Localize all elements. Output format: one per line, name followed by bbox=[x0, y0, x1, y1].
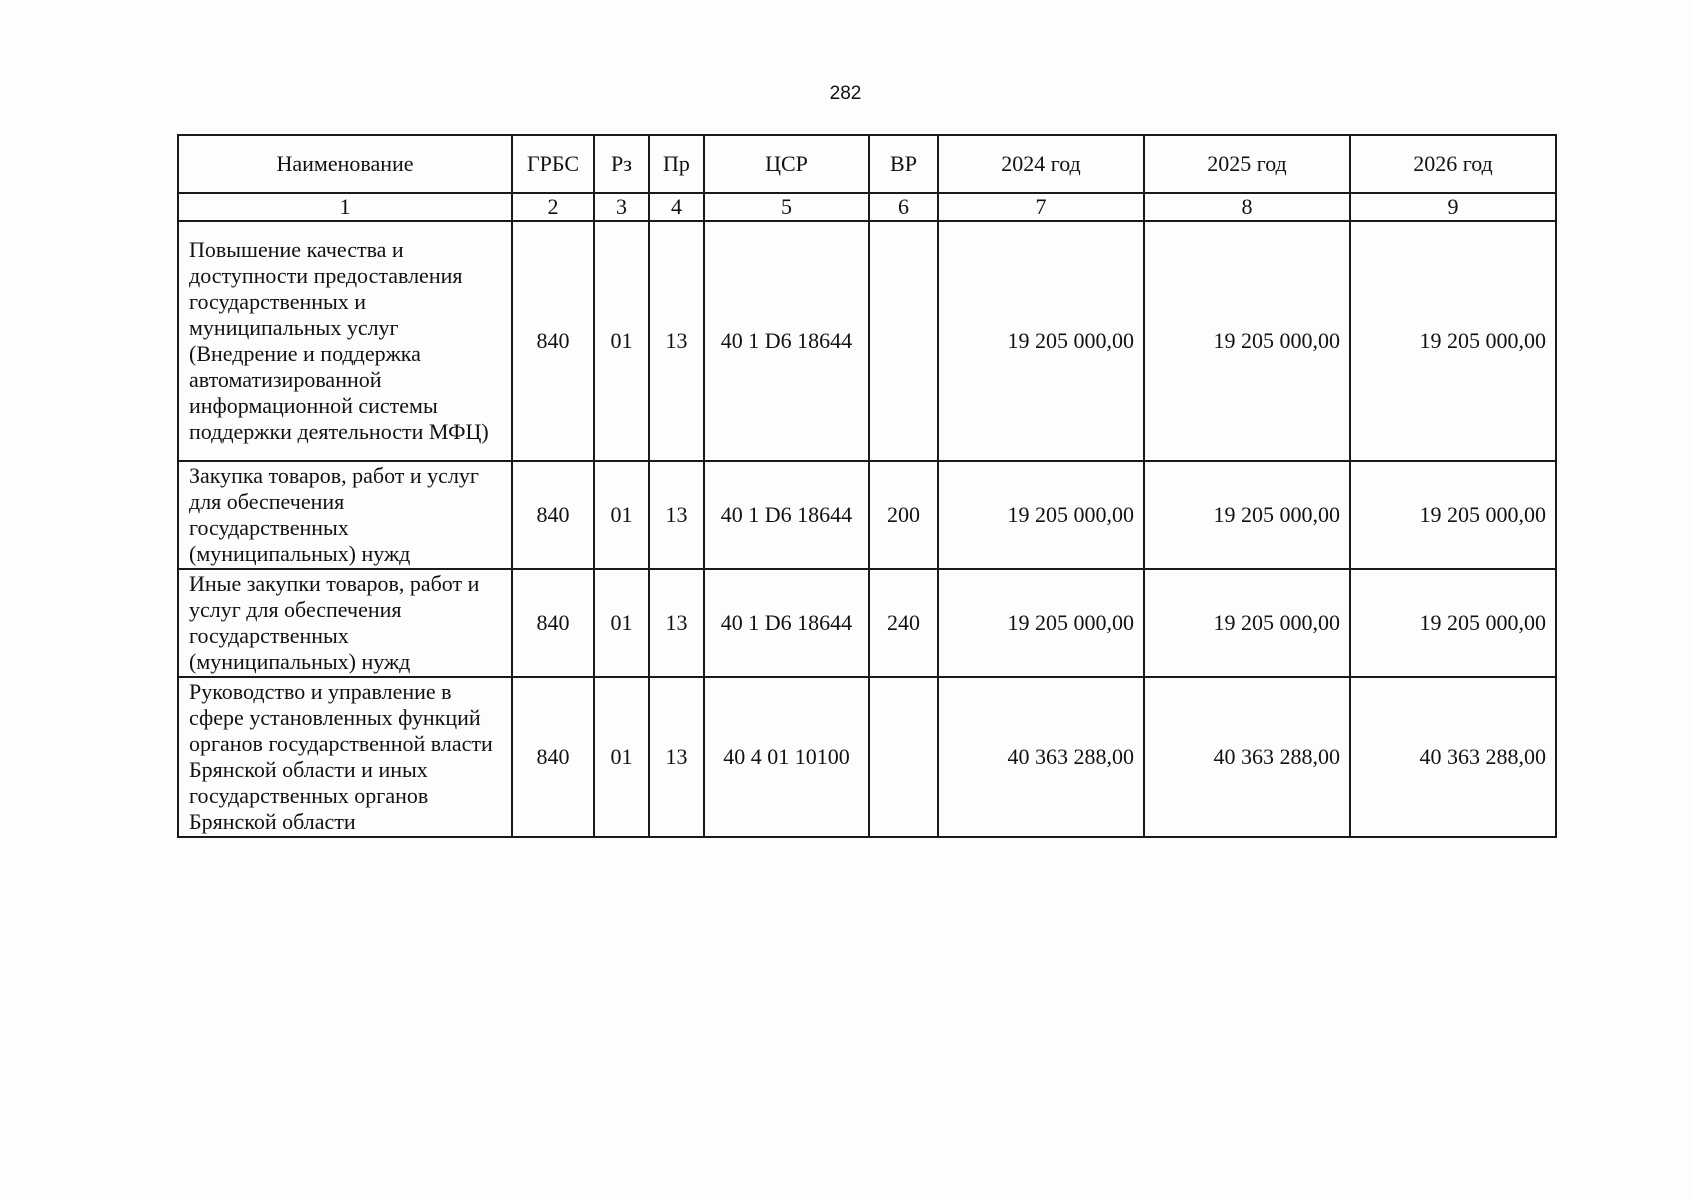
row-pr: 13 bbox=[649, 569, 704, 677]
row-vr bbox=[869, 221, 938, 461]
header-2024: 2024 год bbox=[938, 135, 1144, 193]
row-csr: 40 4 01 10100 bbox=[704, 677, 869, 837]
row-csr: 40 1 D6 18644 bbox=[704, 221, 869, 461]
row-amount-2026: 19 205 000,00 bbox=[1350, 461, 1556, 569]
row-vr: 240 bbox=[869, 569, 938, 677]
column-number-row bbox=[178, 193, 1556, 221]
header-row bbox=[178, 135, 1556, 193]
header-csr: ЦСР bbox=[704, 135, 869, 193]
header-2025: 2025 год bbox=[1144, 135, 1350, 193]
row-amount-2025: 19 205 000,00 bbox=[1144, 569, 1350, 677]
column-number: 1 bbox=[178, 193, 512, 221]
row-rz: 01 bbox=[594, 677, 649, 837]
header-2026: 2026 год bbox=[1350, 135, 1556, 193]
column-number: 2 bbox=[512, 193, 594, 221]
column-number: 6 bbox=[869, 193, 938, 221]
row-name: Закупка товаров, работ и услуг для обеспечения государственных (муниципальных) нужд bbox=[178, 461, 512, 569]
column-number: 7 bbox=[938, 193, 1144, 221]
row-csr: 40 1 D6 18644 bbox=[704, 569, 869, 677]
row-amount-2025: 19 205 000,00 bbox=[1144, 221, 1350, 461]
row-amount-2025: 40 363 288,00 bbox=[1144, 677, 1350, 837]
row-amount-2024: 40 363 288,00 bbox=[938, 677, 1144, 837]
table-row bbox=[178, 461, 1556, 569]
row-grbs: 840 bbox=[512, 221, 594, 461]
page-number: 282 bbox=[829, 83, 862, 104]
row-csr: 40 1 D6 18644 bbox=[704, 461, 869, 569]
row-grbs: 840 bbox=[512, 569, 594, 677]
column-number: 8 bbox=[1144, 193, 1350, 221]
row-amount-2024: 19 205 000,00 bbox=[938, 569, 1144, 677]
row-pr: 13 bbox=[649, 677, 704, 837]
row-rz: 01 bbox=[594, 221, 649, 461]
header-vr: ВР bbox=[869, 135, 938, 193]
row-amount-2024: 19 205 000,00 bbox=[938, 461, 1144, 569]
column-number: 9 bbox=[1350, 193, 1556, 221]
header-rz: Рз bbox=[594, 135, 649, 193]
table-row bbox=[178, 677, 1556, 837]
table-row bbox=[178, 569, 1556, 677]
row-amount-2024: 19 205 000,00 bbox=[938, 221, 1144, 461]
column-number: 5 bbox=[704, 193, 869, 221]
header-pr: Пр bbox=[649, 135, 704, 193]
row-name: Иные закупки товаров, работ и услуг для обеспечения государственных (муниципальных) нужд bbox=[178, 569, 512, 677]
row-pr: 13 bbox=[649, 221, 704, 461]
row-grbs: 840 bbox=[512, 677, 594, 837]
column-number: 4 bbox=[649, 193, 704, 221]
budget-table bbox=[177, 134, 1557, 838]
row-amount-2025: 19 205 000,00 bbox=[1144, 461, 1350, 569]
row-grbs: 840 bbox=[512, 461, 594, 569]
row-amount-2026: 40 363 288,00 bbox=[1350, 677, 1556, 837]
row-name: Руководство и управление в сфере установленных функций органов государственной власти Брянской области и иных государственных органов Брянской области bbox=[178, 677, 512, 837]
header-grbs: ГРБС bbox=[512, 135, 594, 193]
column-number: 3 bbox=[594, 193, 649, 221]
row-vr: 200 bbox=[869, 461, 938, 569]
table-row bbox=[178, 221, 1556, 461]
row-rz: 01 bbox=[594, 461, 649, 569]
row-name: Повышение качества и доступности предоставления государственных и муниципальных услуг (Внедрение и поддержка автоматизированной информационной системы поддержки деятельности МФЦ) bbox=[178, 221, 512, 461]
row-amount-2026: 19 205 000,00 bbox=[1350, 221, 1556, 461]
row-vr bbox=[869, 677, 938, 837]
header-name: Наименование bbox=[178, 135, 512, 193]
row-rz: 01 bbox=[594, 569, 649, 677]
row-amount-2026: 19 205 000,00 bbox=[1350, 569, 1556, 677]
row-pr: 13 bbox=[649, 461, 704, 569]
